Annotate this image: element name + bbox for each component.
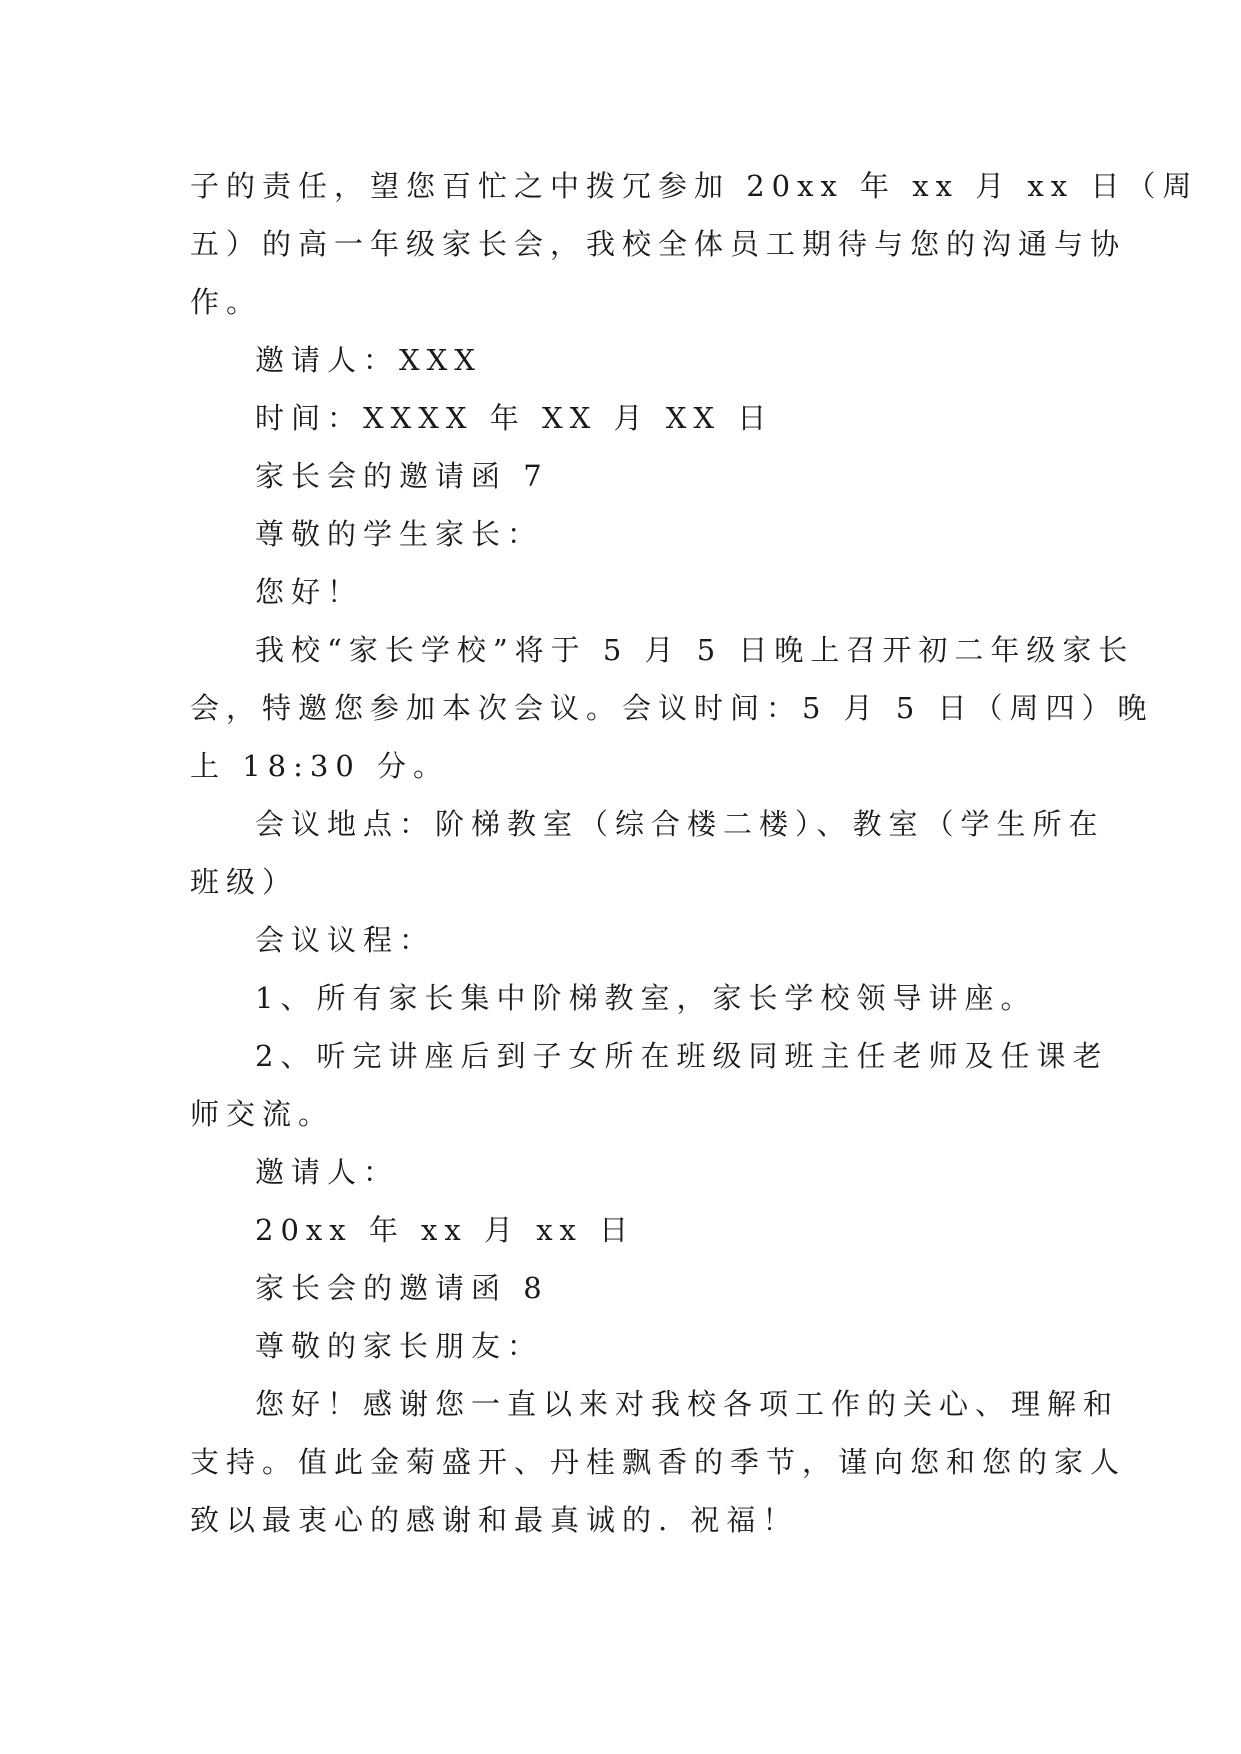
text-line: 作。 <box>190 285 263 319</box>
text-line: 会议议程： <box>255 923 436 957</box>
salutation: 尊敬的家长朋友： <box>255 1329 544 1363</box>
text-line: 致以最衷心的感谢和最真诚的. 祝福！ <box>190 1503 799 1537</box>
list-item: 2、听完讲座后到子女所在班级同班主任老师及任课老 <box>255 1039 1109 1073</box>
text-line: 上 18:30 分。 <box>190 749 450 783</box>
section-heading: 家长会的邀请函 8 <box>255 1271 549 1305</box>
text-line: 子的责任，望您百忙之中拨冗参加 20xx 年 xx 月 xx 日（周 <box>190 169 1199 203</box>
text-line: 会，特邀您参加本次会议。会议时间：5 月 5 日（周四）晚 <box>190 691 1154 725</box>
salutation: 尊敬的学生家长： <box>255 517 544 551</box>
text-line: 时间：XXXX 年 XX 月 XX 日 <box>255 401 774 435</box>
text-line: 我校“家长学校”将于 5 月 5 日晚上召开初二年级家长 <box>255 633 1135 667</box>
date-line: 20xx 年 xx 月 xx 日 <box>255 1213 636 1247</box>
text-line: 师交流。 <box>190 1097 335 1131</box>
text-line: 您好！感谢您一直以来对我校各项工作的关心、理解和 <box>255 1387 1120 1421</box>
text-line: 支持。值此金菊盛开、丹桂飘香的季节，谨向您和您的家人 <box>190 1445 1127 1479</box>
text-line: 邀请人：XXX <box>255 343 482 377</box>
text-line: 邀请人： <box>255 1155 400 1189</box>
list-item: 1、所有家长集中阶梯教室，家长学校领导讲座。 <box>255 981 1037 1015</box>
text-line: 五）的高一年级家长会，我校全体员工期待与您的沟通与协 <box>190 227 1127 261</box>
text-line: 会议地点：阶梯教室（综合楼二楼）、教室（学生所在 <box>255 807 1105 841</box>
greeting: 您好！ <box>255 575 364 609</box>
section-heading: 家长会的邀请函 7 <box>255 459 549 493</box>
text-line: 班级） <box>190 865 299 899</box>
